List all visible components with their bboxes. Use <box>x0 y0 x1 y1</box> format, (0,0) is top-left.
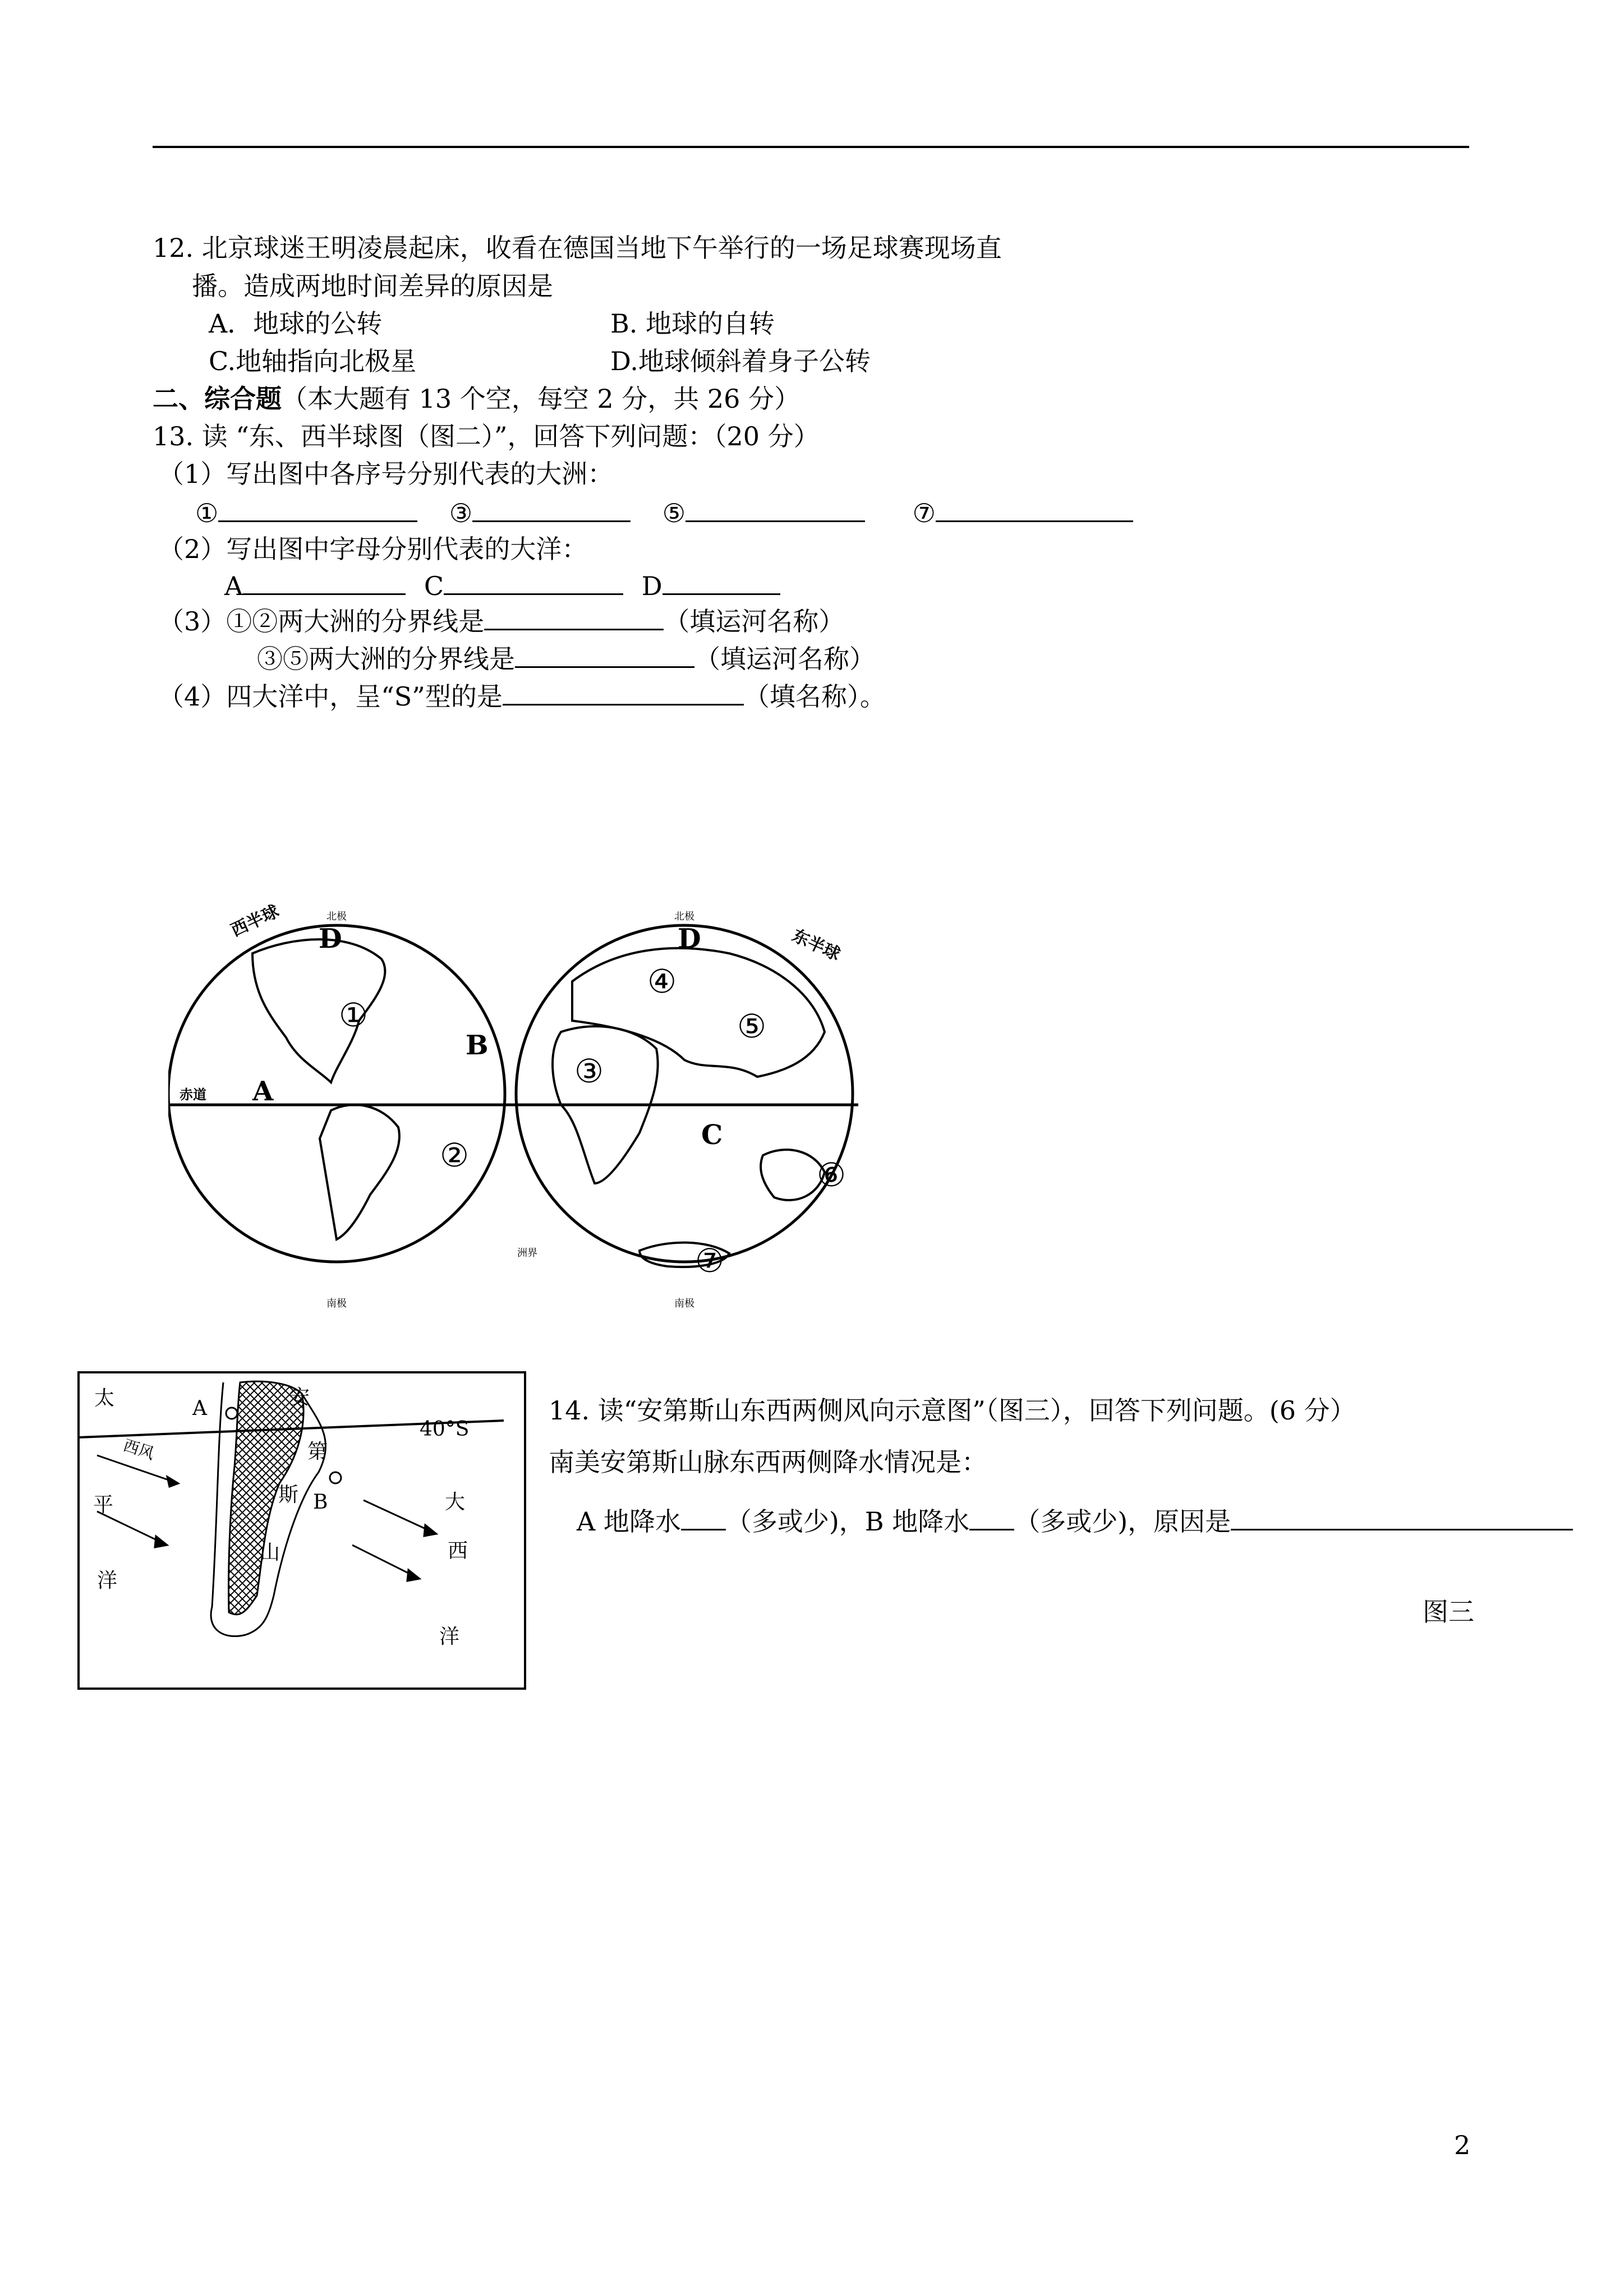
ocean-letter-c: C <box>701 1119 723 1151</box>
q14-blanks <box>577 1502 1573 1539</box>
q13-part3b <box>257 639 875 677</box>
continent-3-label: ③ <box>449 498 473 528</box>
ocean-d-blank[interactable] <box>663 566 780 595</box>
continent-5-label: ⑤ <box>662 498 686 528</box>
point-b-label: B <box>313 1491 328 1514</box>
q13-part3b-text: ③⑤两大洲的分界线是 <box>257 644 515 674</box>
point-b-marker <box>330 1472 341 1483</box>
q14-stem: 14. 读“安第斯山东西两侧风向示意图”（图三），回答下列问题。(6 分） <box>549 1395 1356 1426</box>
ocean-c-label: C <box>424 571 444 601</box>
eurasia-outline <box>572 948 825 1077</box>
q14-line2: 南美安第斯山脉东西两侧降水情况是： <box>549 1447 987 1477</box>
section2-note: （本大题有 13 个空，每空 2 分，共 26 分） <box>282 384 801 414</box>
continent-7-blank[interactable] <box>936 494 1133 522</box>
q14-b-text: （多或少)，B 地降水 <box>725 1506 970 1537</box>
section2-heading <box>153 381 800 417</box>
continent-num-1: ① <box>339 996 368 1034</box>
q13-part1: （1）写出图中各序号分别代表的大洲： <box>158 459 614 489</box>
q13-part2: （2）写出图中字母分别代表的大洋： <box>158 534 588 564</box>
atlantic-char-1: 大 <box>445 1491 466 1514</box>
continent-num-3: ③ <box>574 1052 604 1090</box>
equator-label: 赤道 <box>180 1086 206 1103</box>
pacific-char-2: 平 <box>93 1493 114 1516</box>
pacific-char-1: 太 <box>94 1387 115 1410</box>
q13-part3b-hint: （填运河名称） <box>694 644 875 674</box>
ocean-c-blank[interactable] <box>444 566 623 595</box>
continent-num-4: ④ <box>647 962 677 1001</box>
continent-num-6: ⑥ <box>817 1156 846 1194</box>
andes-char-4: 山 <box>260 1541 280 1564</box>
q13-part4 <box>158 677 886 714</box>
continent-3-blank[interactable] <box>472 494 631 522</box>
b-rain-blank[interactable] <box>969 1502 1014 1530</box>
header-rule <box>153 146 1469 148</box>
q12-option-b: B. 地球的自转 <box>610 308 775 339</box>
ocean-letter-d-east: D <box>678 923 701 955</box>
east-wind-arrowhead-2 <box>407 1570 420 1581</box>
eastern-hemisphere-label: 东半球 <box>789 925 843 965</box>
pacific-char-3: 洋 <box>97 1569 118 1592</box>
canal-2-blank[interactable] <box>515 639 694 668</box>
q13-part3a <box>158 602 844 639</box>
continent-num-2: ② <box>440 1136 469 1174</box>
q13-part4-hint: （填名称）。 <box>743 681 886 712</box>
hemisphere-map <box>168 892 954 1318</box>
continent-num-5: ⑤ <box>737 1007 766 1045</box>
western-hemisphere-circle <box>168 925 505 1262</box>
q13-stem: 13. 读 “东、西半球图（图二）”，回答下列问题：（20 分） <box>153 421 820 451</box>
point-a-label: A <box>192 1397 207 1420</box>
andes-wind-map <box>77 1371 526 1690</box>
q12-option-c: C.地轴指向北极星 <box>209 346 417 376</box>
q12-option-d: D.地球倾斜着身子公转 <box>610 346 871 376</box>
q12-stem-line2: 播。造成两地时间差异的原因是 <box>192 271 553 301</box>
q12-option-a: A．地球的公转 <box>209 308 383 339</box>
continent-num-7: ⑦ <box>695 1242 724 1280</box>
ocean-a-blank[interactable] <box>243 566 406 595</box>
atlantic-char-2: 西 <box>448 1539 468 1562</box>
north-pole-label-east: 北极 <box>674 911 694 923</box>
andes-char-3: 斯 <box>278 1483 299 1506</box>
andes-char-2: 第 <box>307 1440 328 1463</box>
atlantic-char-3: 洋 <box>439 1625 460 1648</box>
west-wind-arrow-1 <box>97 1455 178 1483</box>
boundary-legend: 洲界 <box>517 1247 537 1259</box>
western-hemisphere-label: 西半球 <box>228 901 282 941</box>
q13-part3a-hint: （填运河名称） <box>664 606 845 637</box>
east-wind-arrowhead-1 <box>424 1525 436 1536</box>
ocean-a-label: A <box>224 571 243 601</box>
q13-part4-text: （4）四大洋中，呈“S”型的是 <box>158 681 503 712</box>
s-ocean-blank[interactable] <box>503 677 744 706</box>
q13-part1-blanks <box>195 494 1133 531</box>
q13-part2-blanks <box>224 566 780 604</box>
continent-7-label: ⑦ <box>912 498 936 528</box>
continent-1-blank[interactable] <box>218 494 417 522</box>
west-wind-arrowhead-1 <box>167 1477 178 1487</box>
latitude-label: 40°S <box>420 1418 470 1441</box>
continent-5-blank[interactable] <box>686 494 865 522</box>
north-pole-label-west: 北极 <box>326 911 347 923</box>
q12-stem-line1: 12. 北京球迷王明凌晨起床，收看在德国当地下午举行的一场足球赛现场直 <box>153 233 1002 263</box>
figure-3-label: 图三 <box>1423 1597 1474 1627</box>
point-a-marker <box>226 1408 237 1419</box>
ocean-letter-a: A <box>252 1076 274 1107</box>
a-rain-blank[interactable] <box>681 1502 726 1530</box>
australia-outline <box>761 1150 825 1200</box>
section2-title: 二、综合题 <box>153 384 282 414</box>
andes-char-1: 安 <box>289 1386 310 1409</box>
eastern-hemisphere-circle <box>516 925 853 1262</box>
q14-reason-text: （多或少)，原因是 <box>1014 1506 1231 1537</box>
q14-a-text: A 地降水 <box>577 1506 681 1537</box>
reason-blank[interactable] <box>1231 1502 1573 1530</box>
canal-1-blank[interactable] <box>484 602 664 630</box>
ocean-letter-b: B <box>466 1030 489 1061</box>
south-pole-label-east: 南极 <box>674 1298 694 1310</box>
continent-1-label: ① <box>195 498 219 528</box>
south-america-outline <box>320 1105 399 1239</box>
page-number: 2 <box>1454 2130 1471 2160</box>
west-wind-arrowhead-2 <box>155 1536 167 1547</box>
south-pole-label-west: 南极 <box>326 1298 347 1310</box>
west-wind-label: 西风 <box>121 1436 157 1463</box>
q13-part3a-text: （3）①②两大洲的分界线是 <box>158 606 485 637</box>
ocean-letter-d-west: D <box>319 923 342 955</box>
ocean-d-label: D <box>641 571 663 601</box>
